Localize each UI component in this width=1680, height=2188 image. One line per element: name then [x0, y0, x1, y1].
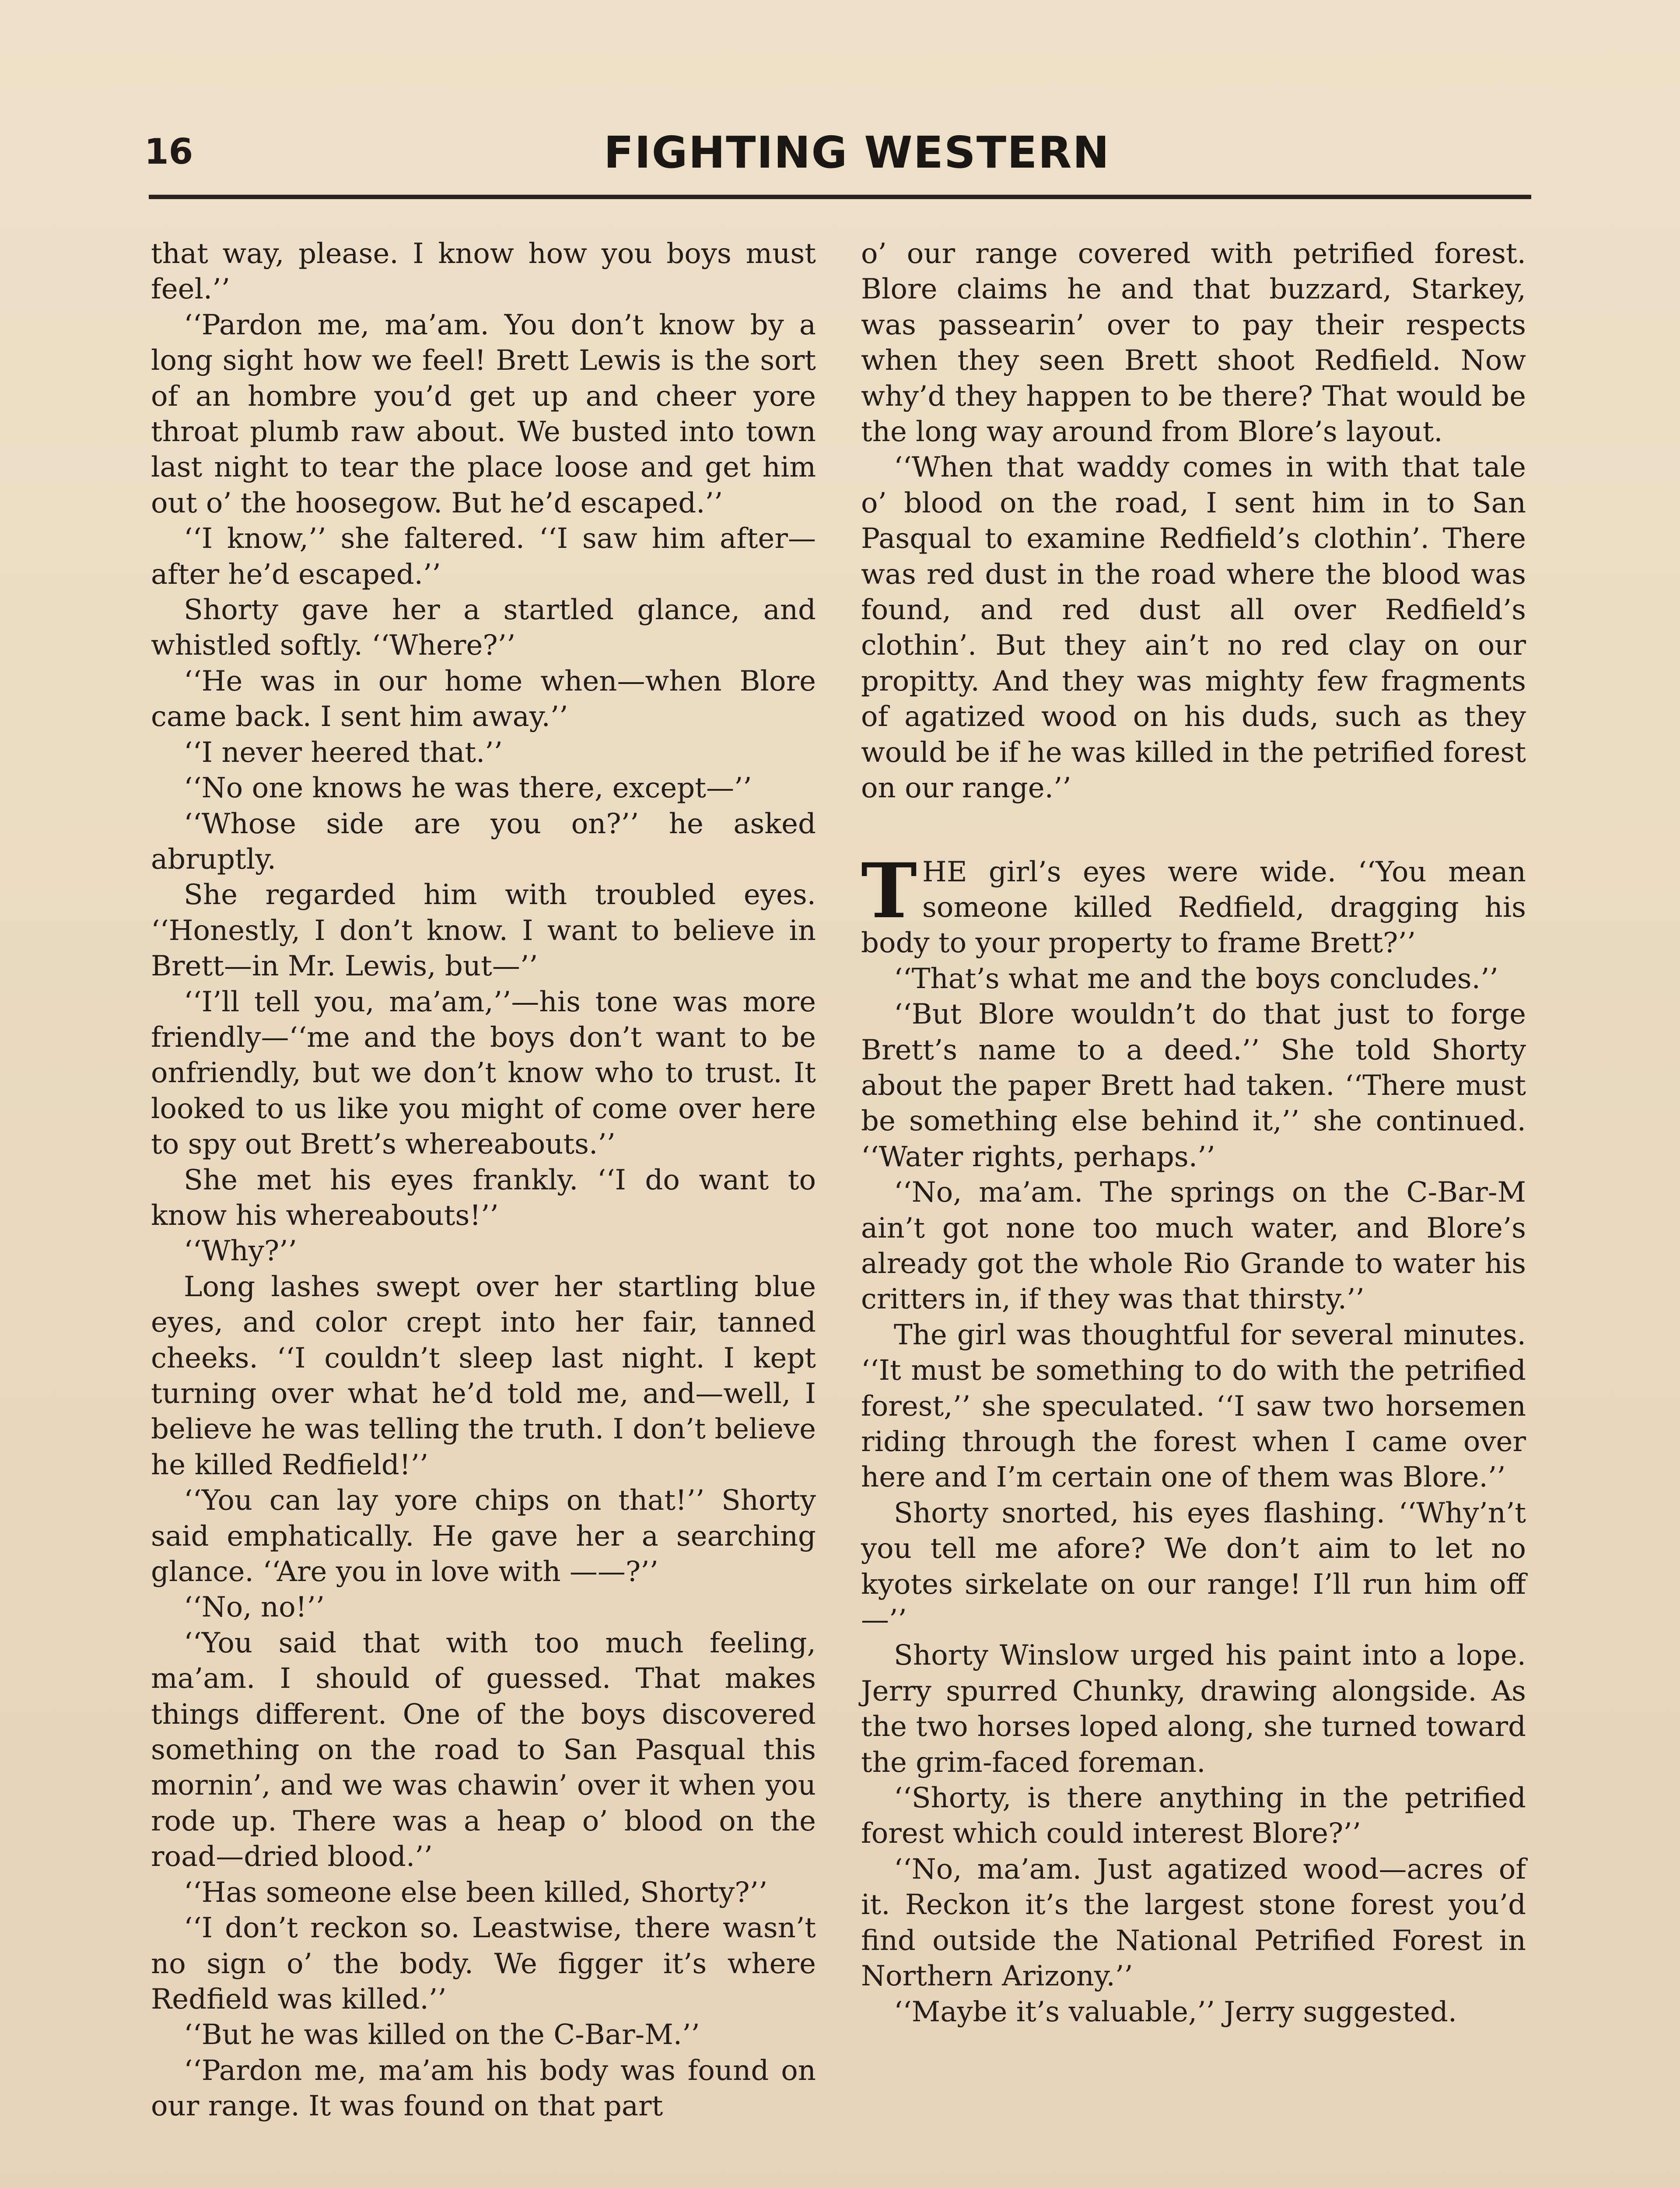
paragraph: ‘‘But he was killed on the C-Bar-M.’’: [184, 2019, 700, 2051]
paragraph: Shorty Winslow urged his paint into a lope. Jerry spurred Chunky, drawing alongside. As the two horses loped along, she turned toward the grim-faced foreman.: [861, 1639, 1526, 1779]
paragraph: that way, please. I know how you boys must feel.’’: [151, 238, 816, 306]
header-rule: [149, 195, 1531, 199]
paragraph: ‘‘Pardon me, ma’am his body was found on our range. It was found on that part: [151, 2054, 816, 2123]
paragraph: ‘‘Has someone else been killed, Shorty?’’: [184, 1876, 768, 1909]
paragraph: ‘‘Whose side are you on?’’ he asked abruptly.: [151, 807, 816, 876]
paragraph: ‘‘No, no!’’: [184, 1591, 325, 1624]
section-opening-paragraph: [861, 846, 1526, 961]
paragraph: ‘‘But Blore wouldn’t do that just to forge Brett’s name to a deed.’’ She told Shorty about the paper Brett had taken. ‘‘There must be something else behind it,’’ she continued. ‘‘Water rights, perhaps.’’: [861, 998, 1526, 1173]
paragraph: ‘‘You can lay yore chips on that!’’ Shorty said emphatically. He gave her a searching glance. ‘‘Are you in love with ——?’’: [151, 1484, 816, 1588]
paragraph: ‘‘Shorty, is there anything in the petrified forest which could interest Blore?’’: [861, 1782, 1526, 1850]
drop-cap-text: HE girl’s eyes were wide. ‘‘You mean someone killed Redfield, dragging his body to your property to frame Brett?’’: [861, 856, 1526, 960]
paragraph: ‘‘No one knows he was there, except—’’: [184, 772, 752, 805]
paragraph: Shorty gave her a startled glance, and whistled softly. ‘‘Where?’’: [151, 594, 816, 662]
paragraph: ‘‘I know,’’ she faltered. ‘‘I saw him after—after he’d escaped.’’: [151, 522, 816, 591]
paragraph: ‘‘Why?’’: [184, 1235, 297, 1268]
paragraph: ‘‘Pardon me, ma’am. You don’t know by a long sight how we feel! Brett Lewis is the sort of an hombre you’d get up and cheer yore throat plumb raw about. We busted into town last night to tear the place loose and get him out o’ the hoosegow. But he’d escaped.’’: [151, 309, 816, 519]
paragraph: Shorty snorted, his eyes flashing. ‘‘Why’n’t you tell me afore? We don’t aim to let no kyotes sirkelate on our range! I’ll run him off—’’: [861, 1497, 1526, 1637]
paragraph: ‘‘You said that with too much feeling, ma’am. I should of guessed. That makes things different. One of the boys discovered something on the road to San Pasqual this mornin’, and we was chawin’ over it when you rode up. There was a heap o’ blood on the road—dried blood.’’: [151, 1627, 816, 1873]
paragraph: ‘‘I never heered that.’’: [184, 736, 503, 769]
paragraph: ‘‘No, ma’am. Just agatized wood—acres of it. Reckon it’s the largest stone forest you’d find outside the National Petrified Forest in Northern Arizony.’’: [861, 1853, 1526, 1993]
paragraph: ‘‘I don’t reckon so. Leastwise, there wasn’t no sign o’ the body. We figger it’s where Redfield was killed.’’: [151, 1912, 816, 2016]
paragraph: ‘‘I’ll tell you, ma’am,’’—his tone was more friendly—‘‘me and the boys don’t want to be onfriendly, but we don’t know who to trust. It looked to us like you might of come over here to spy out Brett’s whereabouts.’’: [151, 985, 816, 1161]
paragraph: ‘‘When that waddy comes in with that tale o’ blood on the road, I sent him in to San Pasqual to examine Redfield’s clothin’. There was red dust in the road where the blood was found, and red dust all over Redfield’s clothin’. But they ain’t no red clay on our propitty. And they was mighty few fragments of agatized wood on his duds, such as they would be if he was killed in the petrified forest on our range.’’: [861, 451, 1526, 805]
page-number: 16: [144, 131, 193, 172]
paragraph: o’ our range covered with petrified forest. Blore claims he and that buzzard, Starkey, was passearin’ over to pay their respects when they seen Brett shoot Redfield. Now why’d they happen to be there? That would be the long way around from Blore’s layout.: [861, 238, 1526, 449]
magazine-title: FIGHTING WESTERN: [604, 127, 1110, 178]
paragraph: ‘‘He was in our home when—when Blore came back. I sent him away.’’: [151, 665, 816, 733]
paragraph: The girl was thoughtful for several minutes. ‘‘It must be something to do with the petrified forest,’’ she speculated. ‘‘I saw two horsemen riding through the forest when I came over here and I’m certain one of them was Blore.’’: [861, 1318, 1526, 1494]
left-column: [151, 236, 816, 2125]
paragraph: Long lashes swept over her startling blue eyes, and color crept into her fair, tanned cheeks. ‘‘I couldn’t sleep last night. I kept turning over what he’d told me, and—well, I believe he was telling the truth. I don’t believe he killed Redfield!’’: [151, 1270, 816, 1481]
paragraph: She met his eyes frankly. ‘‘I do want to know his whereabouts!’’: [151, 1164, 816, 1232]
paragraph: ‘‘That’s what me and the boys concludes.’’: [894, 962, 1498, 995]
paragraph: She regarded him with troubled eyes. ‘‘Honestly, I don’t know. I want to believe in Brett—in Mr. Lewis, but—’’: [151, 879, 816, 983]
paragraph: ‘‘Maybe it’s valuable,’’ Jerry suggested.: [894, 1995, 1457, 2028]
right-column: [861, 236, 1526, 2030]
drop-cap: T: [861, 846, 917, 935]
paragraph: ‘‘No, ma’am. The springs on the C-Bar-M ain’t got none too much water, and Blore’s already got the whole Rio Grande to water his critters in, if they was that thirsty.’’: [861, 1176, 1526, 1316]
